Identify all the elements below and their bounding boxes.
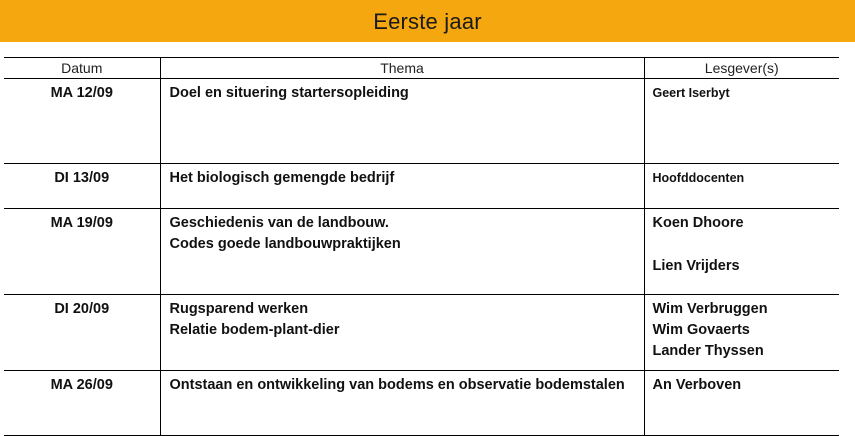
title-banner [0, 0, 855, 42]
table-row [4, 371, 839, 436]
table-row [4, 164, 839, 209]
theme-text: Ontstaan en ontwikkeling van bodems en observatie bodemstalen [169, 377, 625, 393]
teacher-cell [644, 79, 839, 164]
date-text: MA 26/09 [50, 377, 113, 393]
table-header-row [4, 58, 839, 79]
schedule-table [4, 57, 839, 436]
theme-text: Codes goede landbouwpraktijken [169, 236, 401, 252]
theme-cell [160, 209, 644, 295]
teacher-name: An Verboven [652, 377, 742, 393]
date-cell [4, 209, 160, 295]
page-title: Eerste jaar [373, 9, 482, 34]
date-cell [4, 295, 160, 371]
theme-text: Het biologisch gemengde bedrijf [169, 170, 395, 186]
teacher-name: Lien Vrijders [652, 258, 740, 274]
teacher-name: Hoofddocenten [652, 171, 745, 185]
teacher-name: Lander Thyssen [652, 343, 764, 359]
column-header-teachers: Lesgever(s) [644, 58, 839, 79]
date-cell [4, 79, 160, 164]
teacher-cell [644, 371, 839, 436]
date-text: MA 12/09 [50, 85, 113, 101]
teacher-cell [644, 209, 839, 295]
theme-text: Geschiedenis van de landbouw. [169, 215, 389, 231]
theme-cell [160, 164, 644, 209]
teacher-name: Wim Verbruggen [652, 301, 768, 317]
date-text: DI 20/09 [54, 301, 110, 317]
spacer [653, 234, 840, 256]
teacher-name: Geert Iserbyt [652, 86, 730, 100]
theme-cell [160, 79, 644, 164]
theme-text: Relatie bodem-plant-dier [169, 322, 340, 338]
teacher-cell [644, 164, 839, 209]
date-cell [4, 371, 160, 436]
date-text: DI 13/09 [54, 170, 110, 186]
theme-cell [160, 371, 644, 436]
date-text: MA 19/09 [50, 215, 113, 231]
table-row [4, 79, 839, 164]
column-header-theme: Thema [160, 58, 644, 79]
teacher-name: Koen Dhoore [652, 215, 744, 231]
teacher-cell [644, 295, 839, 371]
theme-cell [160, 295, 644, 371]
table-row [4, 209, 839, 295]
column-header-date: Datum [4, 58, 160, 79]
theme-text: Doel en situering startersopleiding [169, 85, 409, 101]
date-cell [4, 164, 160, 209]
teacher-name: Wim Govaerts [652, 322, 750, 338]
theme-text: Rugsparend werken [169, 301, 309, 317]
table-row [4, 295, 839, 371]
